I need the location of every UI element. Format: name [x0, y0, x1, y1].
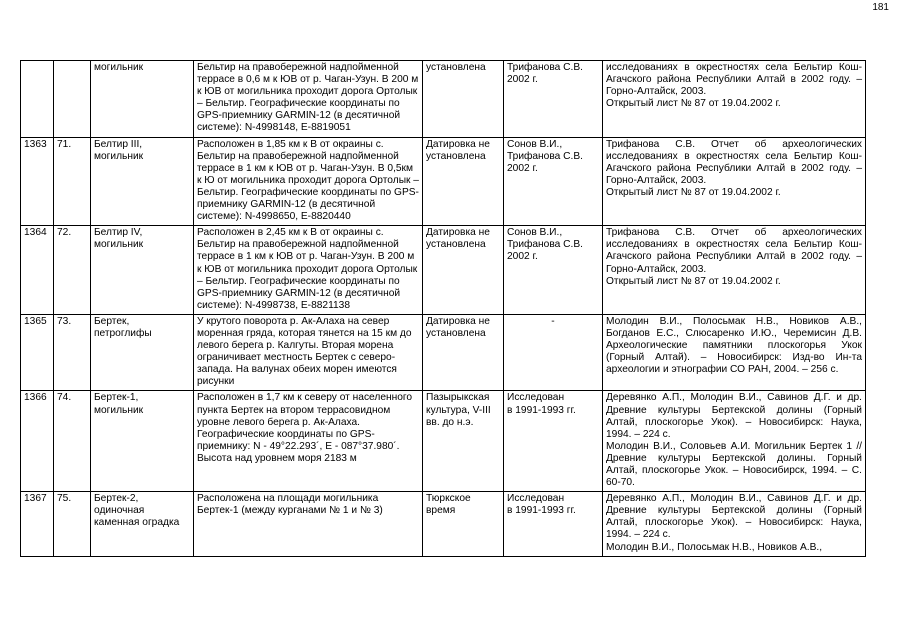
monument-dating: установлена — [423, 61, 504, 138]
monument-dating: Датировка не установлена — [423, 226, 504, 315]
monument-literature: Трифанова С.В. Отчет об археологических исследованиях в окрестностях села Бельтир Кош-Агачского района Республики Алтай в 2002 году. – Горно-Алтайск, 2003. Открытый лист № 87 от 19.04.2002 г. — [603, 226, 866, 315]
monument-name: могильник — [91, 61, 194, 138]
monuments-table — [20, 60, 866, 557]
monument-location: Бельтир на правобережной надпойменной террасе в 0,6 м к ЮВ от р. Чаган-Узун. В 200 м к ЮВ от могильника проходит дорога Ортолык – Бельтир. Географические координаты по GPS-приемнику GARMIN-12 (в десятичной системе): N-4998148, E-8819051 — [194, 61, 423, 138]
monument-researcher: - — [504, 314, 603, 391]
table-row — [21, 314, 866, 391]
row-index: 72. — [54, 226, 91, 315]
monument-literature: Деревянко А.П., Молодин В.И., Савинов Д.Г. и др. Древние культуры Бертекской долины (Горный Алтай, плоскогорье Укок). – Новосибирск: Наука, 1994. – 224 с. Молодин В.И., Соловьев А.И. Могильник Бертек 1 // Древние культуры Бертекской долины. Горный Алтай, плоскогорье Укок. – Новосибирск, 1994. – С. 60-70. — [603, 391, 866, 492]
monument-researcher: Исследован в 1991-1993 гг. — [504, 492, 603, 556]
monument-dating: Тюркское время — [423, 492, 504, 556]
monument-dating: Пазырыкская культура, V-III вв. до н.э. — [423, 391, 504, 492]
monument-name: Белтир III, могильник — [91, 137, 194, 226]
row-index: 74. — [54, 391, 91, 492]
row-index — [54, 61, 91, 138]
row-index: 75. — [54, 492, 91, 556]
monument-literature: Трифанова С.В. Отчет об археологических исследованиях в окрестностях села Бельтир Кош-Агачского района Республики Алтай в 2002 году. – Горно-Алтайск, 2003. Открытый лист № 87 от 19.04.2002 г. — [603, 137, 866, 226]
row-number: 1366 — [21, 391, 54, 492]
row-number — [21, 61, 54, 138]
monument-location: Расположен в 1,7 км к северу от населенного пункта Бертек на втором террасовидном уровне левого берега р. Ак-Алаха. Географические координаты по GPS-приемнику: N - 49°22.293´, E - 087°37.980´. Высота над уровнем моря 2183 м — [194, 391, 423, 492]
table-row — [21, 391, 866, 492]
monument-literature: Молодин В.И., Полосьмак Н.В., Новиков А.В., Богданов Е.С., Слюсаренко И.Ю., Черемисин Д.В. Археологические памятники плоскогорья Укок (Горный Алтай). – Новосибирск: Изд-во Ин-та археологии и этнографии СО РАН, 2004. – 256 с. — [603, 314, 866, 391]
row-number: 1363 — [21, 137, 54, 226]
monument-location: У крутого поворота р. Ак-Алаха на север моренная гряда, которая тянется на 15 км до левого берега р. Калгуты. Вторая морена ограничивает местность Бертек с северо-запада. На валунах обеих морен имеются рисунки — [194, 314, 423, 391]
monument-location: Расположен в 2,45 км к В от окраины с. Бельтир на правобережной надпойменной террасе в 1 км к ЮВ от р. Чаган-Узун. В 200 м к ЮВ от могильника проходит дорога Ортолык – Бельтир. Географические координаты по GPS-приемнику GARMIN-12 (в десятичной системе): N-4998738, E-8821138 — [194, 226, 423, 315]
table-row — [21, 61, 866, 138]
monument-dating: Датировка не установлена — [423, 314, 504, 391]
monument-literature: Деревянко А.П., Молодин В.И., Савинов Д.Г. и др. Древние культуры Бертекской долины (Горный Алтай, плоскогорье Укок). – Новосибирск: Наука, 1994. – 224 с. Молодин В.И., Полосьмак Н.В., Новиков А.В., — [603, 492, 866, 556]
monument-name: Бертек-1, могильник — [91, 391, 194, 492]
monument-researcher: Сонов В.И., Трифанова С.В. 2002 г. — [504, 226, 603, 315]
monument-literature: исследованиях в окрестностях села Бельтир Кош-Агачского района Республики Алтай в 2002 году. – Горно-Алтайск, 2003. Открытый лист № 87 от 19.04.2002 г. — [603, 61, 866, 138]
monument-researcher: Сонов В.И., Трифанова С.В. 2002 г. — [504, 137, 603, 226]
row-number: 1365 — [21, 314, 54, 391]
monument-location: Расположен в 1,85 км к В от окраины с. Бельтир на правобережной надпойменной террасе в 1 км к ЮВ от р. Чаган-Узун. В 0,5км к Ю от могильника проходит дорога Ортолык – Бельтир. Географические координаты по GPS-приемнику GARMIN-12 (в десятичной системе): N-4998650, E-8820440 — [194, 137, 423, 226]
monument-dating: Датировка не установлена — [423, 137, 504, 226]
row-index: 71. — [54, 137, 91, 226]
monument-name: Бертек, петроглифы — [91, 314, 194, 391]
monument-researcher: Исследован в 1991-1993 гг. — [504, 391, 603, 492]
table-row — [21, 226, 866, 315]
table-row — [21, 137, 866, 226]
monument-location: Расположена на площади могильника Бертек-1 (между курганами № 1 и № 3) — [194, 492, 423, 556]
monument-researcher: Трифанова С.В. 2002 г. — [504, 61, 603, 138]
row-number: 1364 — [21, 226, 54, 315]
row-number: 1367 — [21, 492, 54, 556]
monument-name: Бертек-2, одиночная каменная оградка — [91, 492, 194, 556]
row-index: 73. — [54, 314, 91, 391]
page-number: 181 — [872, 2, 889, 13]
table-row — [21, 492, 866, 556]
monument-name: Белтир IV, могильник — [91, 226, 194, 315]
